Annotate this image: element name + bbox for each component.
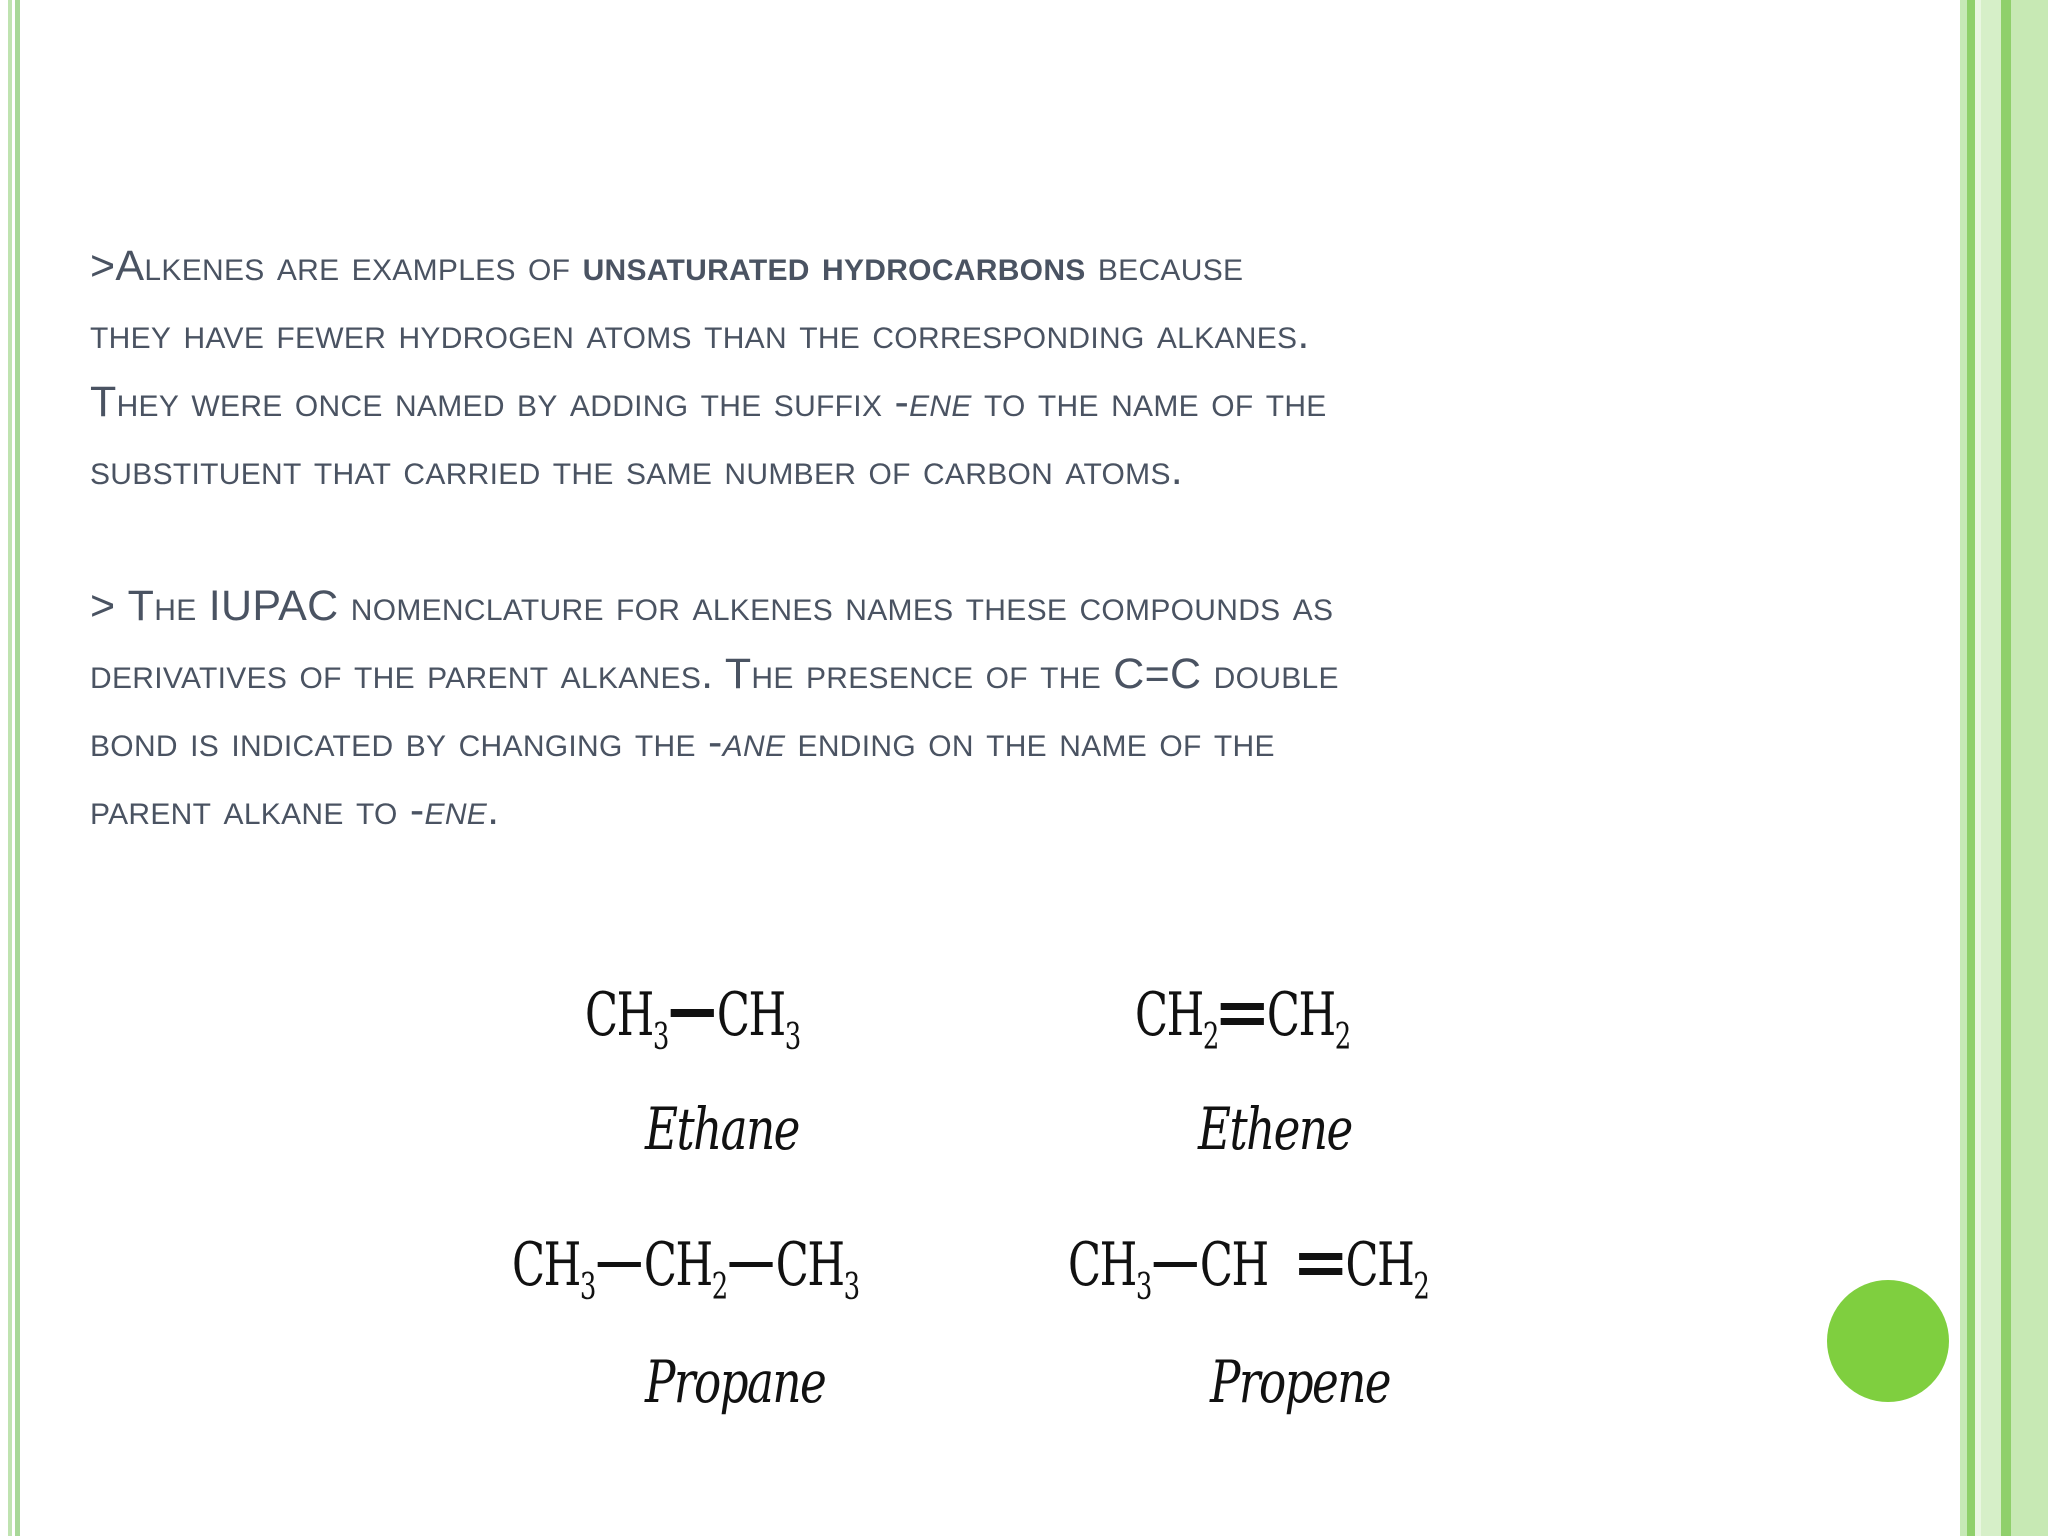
bullet-marker: > (90, 582, 128, 630)
ethene-formula: $CH_2$ $CH_2$ (1135, 980, 1350, 1058)
italic-suffix: ene (424, 786, 488, 834)
propene-label: Propene (1210, 1348, 1391, 1416)
right-decor-stripe (1960, 0, 1967, 1536)
right-decor-stripe (2011, 0, 2048, 1536)
text-segment: parent alkane to - (90, 786, 425, 834)
text-line (90, 232, 1950, 300)
chemical-structures-figure (470, 960, 1500, 1440)
right-decor-stripe (1981, 0, 2001, 1536)
text-line (90, 368, 1950, 436)
text-segment: ending on the name of the (785, 718, 1275, 766)
left-frame-line (15, 0, 20, 1536)
ethane-label: Ethane (645, 1095, 799, 1163)
text-segment: to the name of the (971, 378, 1327, 426)
left-frame-line (8, 0, 12, 1536)
text-line (90, 708, 1950, 776)
propane-label: Propane (645, 1348, 826, 1416)
decorative-green-circle (1827, 1280, 1949, 1402)
bold-term: unsaturated hydrocarbons (582, 242, 1086, 290)
single-bond (598, 1262, 641, 1267)
italic-suffix: ene (909, 378, 972, 426)
text-line: substituent that carried the same number of carbon atoms. (90, 446, 1184, 494)
bullet-marker: > (90, 242, 116, 290)
double-bond (1299, 1253, 1342, 1275)
text-segment: . (487, 786, 500, 834)
propane-formula: $CH_3$ $CH_2$ $CH_3$ (512, 1230, 859, 1308)
ethane-formula: $CH_3$ $CH_3$ (585, 980, 800, 1058)
single-bond (1154, 1262, 1197, 1267)
single-bond (730, 1262, 773, 1267)
paragraph-alkenes-unsaturated (90, 232, 1950, 504)
text-line (90, 776, 1950, 844)
text-segment: Alkenes are examples of (115, 242, 583, 290)
text-line (90, 572, 1950, 640)
text-segment: They were once named by adding the suffix - (90, 378, 910, 426)
right-decor-stripe (1967, 0, 1975, 1536)
italic-suffix: ane (722, 718, 786, 766)
propene-formula: $CH_3$ CH $CH_2$ (1068, 1230, 1429, 1308)
text-line: derivatives of the parent alkanes. The presence of the C=C double (90, 650, 1339, 698)
text-segment: because (1085, 242, 1244, 290)
text-segment: bond is indicated by changing the - (90, 718, 723, 766)
double-bond (1221, 1003, 1264, 1025)
paragraph-iupac-nomenclature (90, 572, 1950, 844)
single-bond (671, 1009, 714, 1017)
text-line: they have fewer hydrogen atoms than the corresponding alkanes. (90, 310, 1310, 358)
right-decor-stripe (2001, 0, 2011, 1536)
ethene-label: Ethene (1198, 1095, 1352, 1163)
text-segment: The IUPAC nomenclature for alkenes names these compounds as (127, 582, 1334, 630)
